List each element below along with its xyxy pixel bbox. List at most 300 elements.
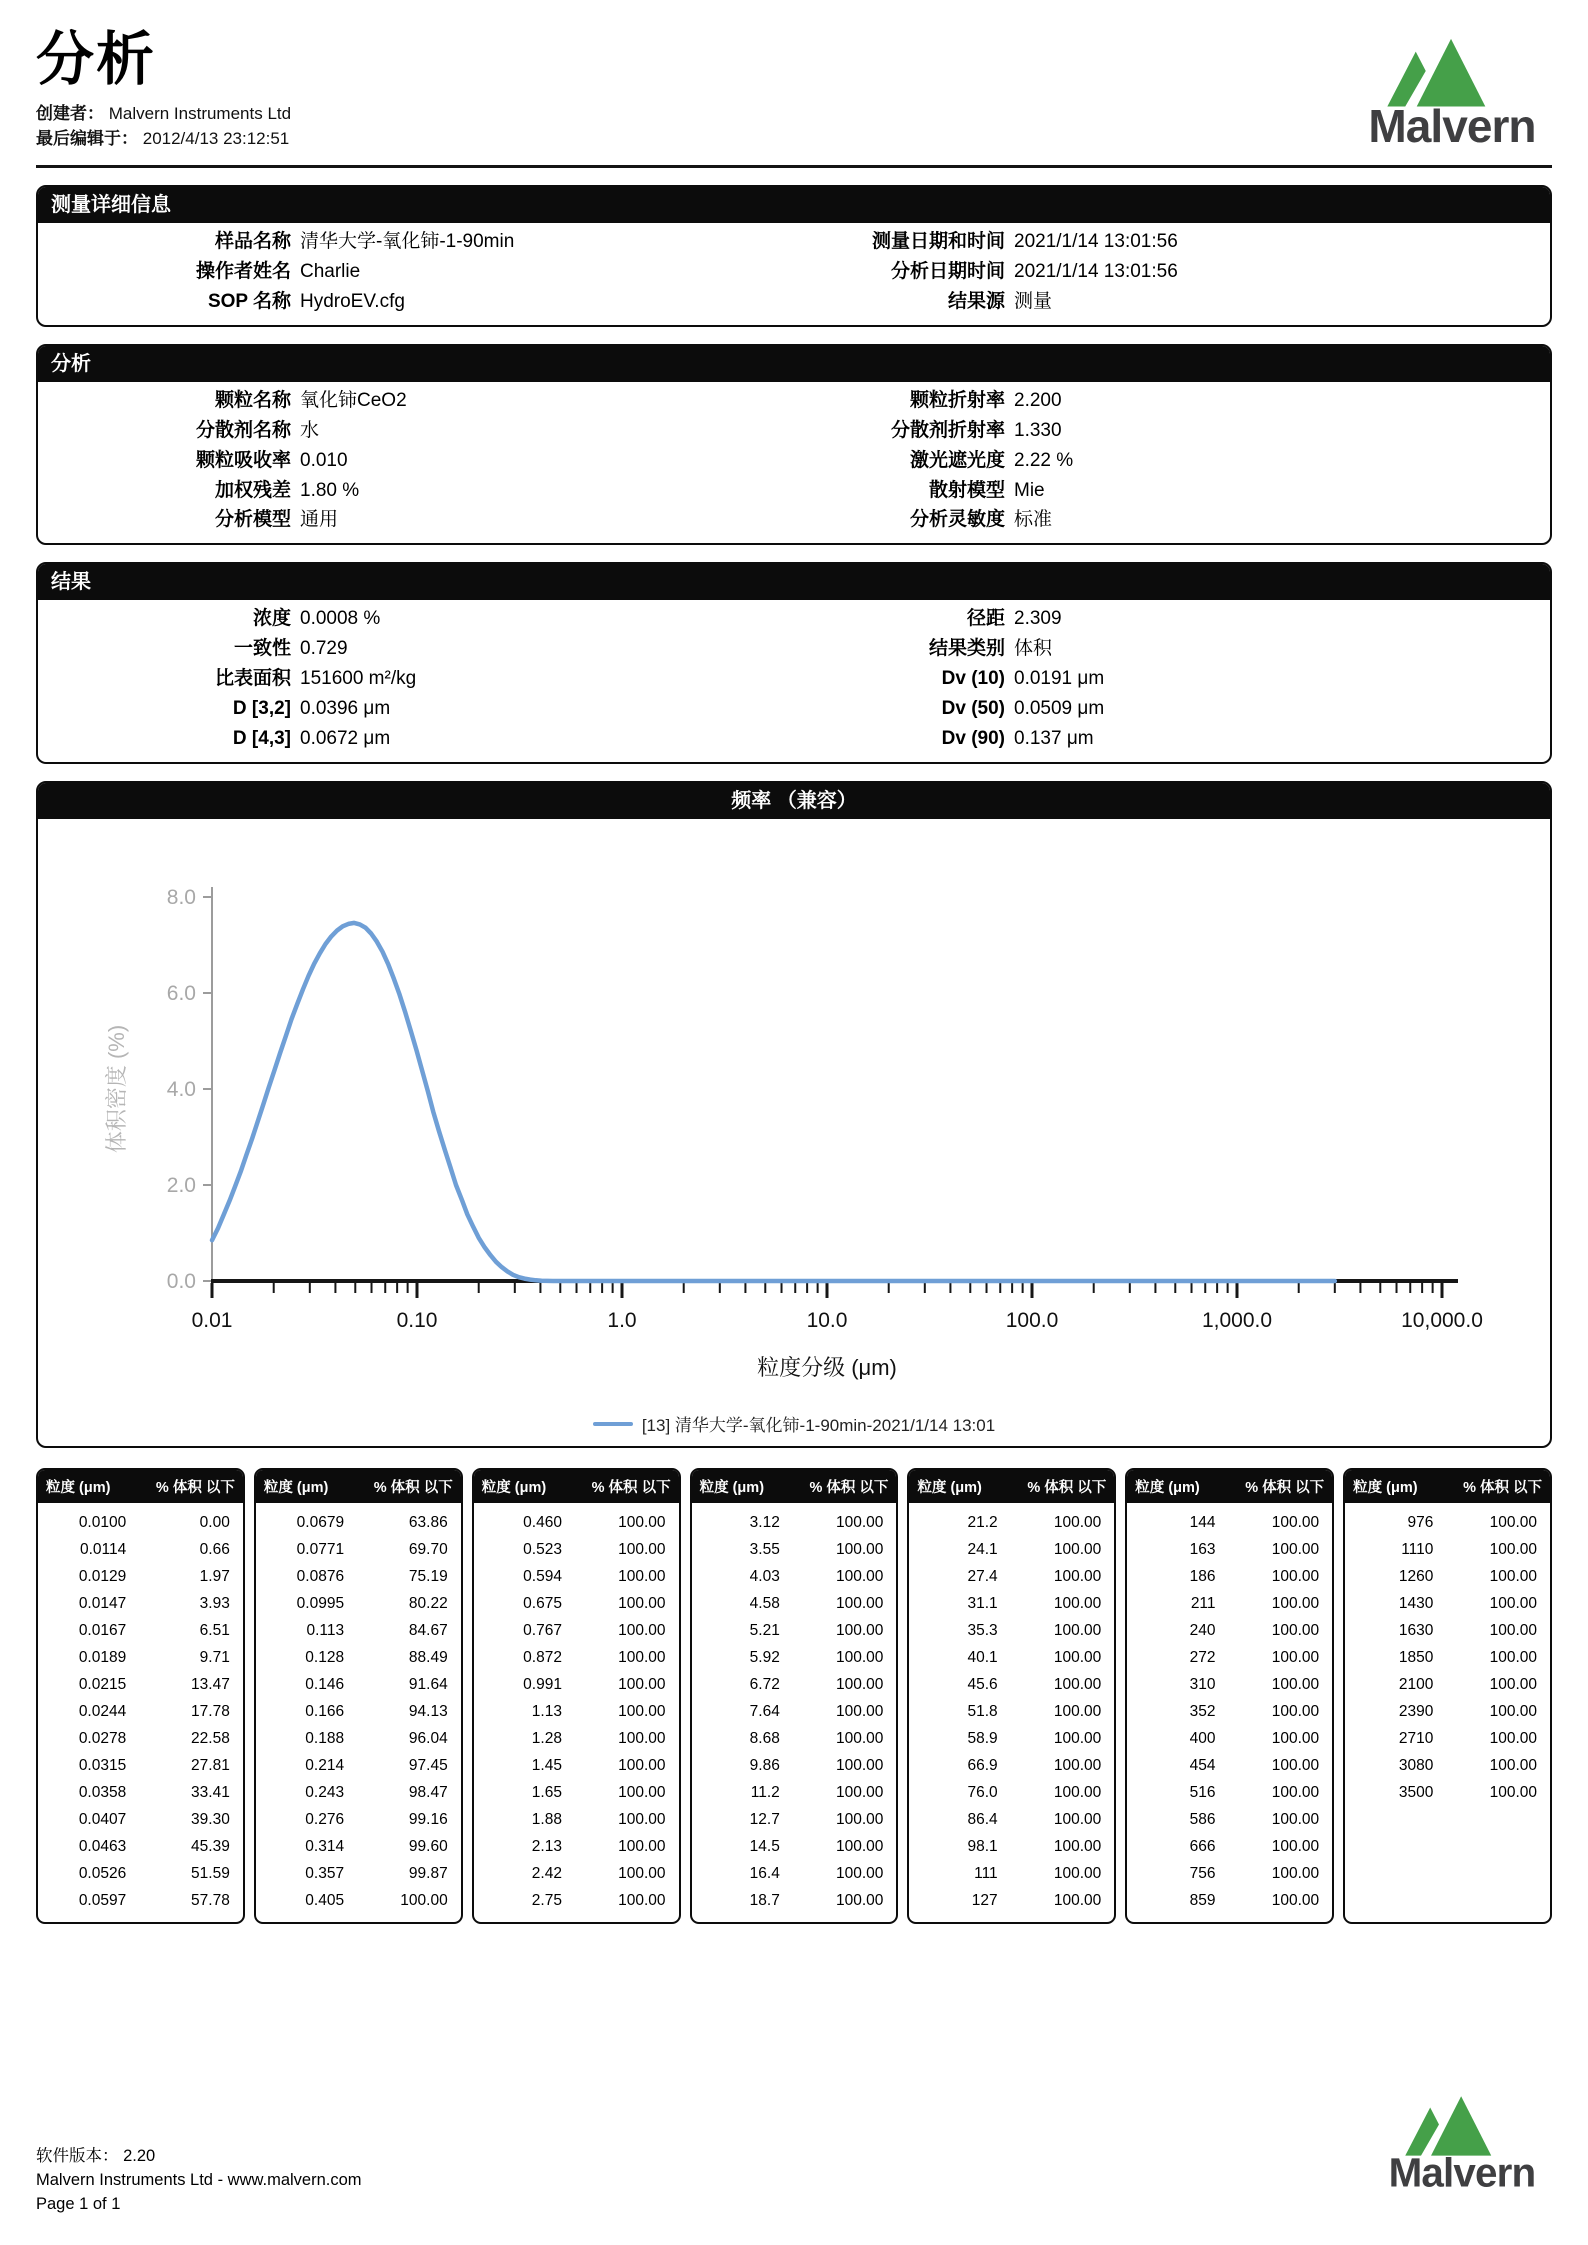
field-label: 样品名称	[214, 230, 291, 252]
table-cell-size: 51.8	[967, 1703, 998, 1721]
table-cell-size: 0.276	[305, 1811, 345, 1829]
table-cell-size: 0.0771	[296, 1541, 345, 1559]
table-cell-pct: 100.00	[836, 1649, 884, 1667]
field-value: 0.0396 μm	[300, 698, 391, 720]
malvern-logo	[1354, 34, 1550, 150]
creator-label: 创建者：	[36, 103, 104, 123]
table-cell-pct: 100.00	[1271, 1757, 1320, 1775]
table-cell-pct: 100.00	[1489, 1649, 1537, 1667]
table-cell-pct: 100.00	[618, 1514, 666, 1532]
legend-label: [13] 清华大学-氧化铈-1-90min-2021/1/14 13:01	[641, 1416, 996, 1436]
table-header-size: 粒度 (μm)	[917, 1480, 982, 1497]
table-cell-pct: 100.00	[618, 1568, 666, 1586]
field-pairs-left	[38, 232, 789, 312]
edited-label: 最后编辑于：	[36, 129, 138, 149]
table-header-pct: % 体积 以下	[155, 1480, 235, 1497]
field-value: 标准	[1014, 509, 1053, 531]
table-cell-pct: 100.00	[1271, 1649, 1320, 1667]
table-cell-size: 0.767	[523, 1622, 562, 1640]
section-analysis	[36, 344, 1552, 546]
table-cell-pct: 100.00	[836, 1541, 884, 1559]
field-value: Charlie	[300, 260, 361, 282]
table-header-size: 粒度 (μm)	[46, 1480, 111, 1497]
field-value: 通用	[300, 509, 339, 531]
table-column	[1125, 1468, 1334, 1924]
table-cell-size: 516	[1189, 1784, 1216, 1802]
y-tick-label: 8.0	[166, 886, 196, 910]
company-line: Malvern Instruments Ltd - www.malvern.com	[36, 2171, 362, 2190]
table-cell-pct: 99.60	[408, 1838, 448, 1856]
table-header-pct: % 体积 以下	[1027, 1480, 1107, 1497]
field-value: 1.330	[1014, 419, 1062, 441]
field-label: 径距	[966, 608, 1005, 630]
section-body	[38, 382, 1550, 544]
table-cell-size: 400	[1189, 1730, 1216, 1748]
field-label: 浓度	[252, 608, 291, 630]
table-cell-pct: 100.00	[1053, 1514, 1102, 1532]
table-cell-size: 0.523	[523, 1541, 562, 1559]
edited-value: 2012/4/13 23:12:51	[142, 129, 290, 149]
table-column-header	[909, 1470, 1114, 1503]
table-cell-size: 0.166	[305, 1703, 345, 1721]
table-cell-size: 40.1	[967, 1649, 998, 1667]
table-cell-pct: 100.00	[836, 1676, 884, 1694]
table-cell-size: 5.92	[749, 1649, 780, 1667]
table-cell-size: 4.03	[749, 1568, 780, 1586]
table-cell-size: 66.9	[967, 1757, 998, 1775]
table-cell-pct: 100.00	[1489, 1568, 1537, 1586]
table-cell-size: 1.45	[531, 1757, 562, 1775]
table-cell-size: 6.72	[749, 1676, 780, 1694]
table-header-pct: % 体积 以下	[809, 1480, 889, 1497]
section-title: 结果	[38, 564, 1550, 600]
table-column-header	[1345, 1470, 1550, 1503]
table-cell-size: 1.28	[531, 1730, 562, 1748]
table-cell-pct: 1.97	[199, 1568, 230, 1586]
table-cell-size: 0.0147	[78, 1595, 127, 1613]
field-value: 0.729	[300, 638, 348, 660]
table-cell-pct: 0.00	[199, 1514, 230, 1532]
table-cell-size: 2.42	[531, 1865, 562, 1883]
field-value: 清华大学-氧化铈-1-90min	[300, 230, 515, 252]
table-cell-size: 4.58	[749, 1595, 780, 1613]
table-cell-pct: 13.47	[191, 1676, 230, 1694]
table-cell-size: 16.4	[749, 1865, 780, 1883]
table-cell-size: 8.68	[749, 1730, 780, 1748]
table-cell-size: 859	[1189, 1892, 1216, 1910]
field-pairs-left	[38, 609, 789, 749]
x-tick-label: 0.10	[396, 1309, 438, 1333]
table-cell-size: 0.243	[305, 1784, 345, 1802]
y-tick-label: 0.0	[166, 1270, 196, 1294]
field-label: Dv (10)	[941, 668, 1005, 690]
table-cell-pct: 100.00	[836, 1784, 884, 1802]
table-cell-size: 976	[1407, 1514, 1434, 1532]
table-cell-size: 86.4	[967, 1811, 998, 1829]
table-cell-pct: 45.39	[191, 1838, 230, 1856]
table-cell-pct: 100.00	[1489, 1676, 1537, 1694]
chart-legend	[38, 1411, 1550, 1436]
table-cell-size: 12.7	[749, 1811, 780, 1829]
y-axis-title: 体积密度 (%)	[104, 1024, 129, 1154]
field-label: SOP 名称	[207, 290, 291, 312]
field-label: 测量日期和时间	[871, 230, 1005, 252]
table-column	[254, 1468, 463, 1924]
table-cell-pct: 100.00	[836, 1865, 884, 1883]
table-cell-pct: 100.00	[1053, 1892, 1102, 1910]
table-cell-size: 310	[1189, 1676, 1216, 1694]
field-value: 2.200	[1014, 389, 1062, 411]
table-cell-pct: 100.00	[1489, 1541, 1537, 1559]
table-cell-pct: 100.00	[836, 1811, 884, 1829]
x-tick-label: 100.0	[1005, 1309, 1059, 1333]
table-cell-size: 1.88	[531, 1811, 562, 1829]
table-cell-size: 3.55	[749, 1541, 780, 1559]
table-cell-pct: 84.67	[408, 1622, 448, 1640]
software-version: 软件版本： 2.20	[36, 2147, 156, 2166]
table-cell-pct: 3.93	[199, 1595, 230, 1613]
field-value: 0.010	[300, 449, 348, 471]
table-cell-size: 0.0679	[296, 1514, 345, 1532]
table-cell-pct: 100.00	[618, 1541, 666, 1559]
table-cell-size: 0.0597	[78, 1892, 127, 1910]
table-cell-size: 0.872	[523, 1649, 562, 1667]
field-label: 分析日期时间	[890, 260, 1005, 282]
table-cell-pct: 100.00	[1053, 1649, 1102, 1667]
field-label: 散射模型	[928, 479, 1005, 501]
y-tick-label: 4.0	[166, 1078, 196, 1102]
field-label: 分散剂名称	[195, 419, 291, 441]
field-label: 操作者姓名	[195, 260, 291, 282]
table-cell-pct: 100.00	[1489, 1730, 1537, 1748]
table-cell-size: 58.9	[967, 1730, 998, 1748]
table-cell-size: 0.0114	[79, 1541, 127, 1559]
table-cell-size: 0.0129	[78, 1568, 127, 1586]
report-header	[36, 0, 1552, 152]
section-body	[38, 223, 1550, 325]
table-cell-pct: 100.00	[1053, 1730, 1102, 1748]
table-cell-pct: 0.66	[199, 1541, 230, 1559]
table-cell-pct: 69.70	[408, 1541, 448, 1559]
table-cell-size: 666	[1189, 1838, 1216, 1856]
table-cell-size: 0.991	[523, 1676, 562, 1694]
table-cell-pct: 100.00	[1489, 1595, 1537, 1613]
table-cell-pct: 100.00	[1271, 1622, 1320, 1640]
field-value: 氧化铈CeO2	[300, 389, 407, 411]
table-cell-size: 1850	[1398, 1649, 1434, 1667]
table-cell-size: 1430	[1398, 1595, 1434, 1613]
table-cell-size: 0.0995	[296, 1595, 345, 1613]
table-cell-pct: 100.00	[1489, 1784, 1537, 1802]
table-column	[690, 1468, 899, 1924]
field-label: 分析模型	[214, 509, 291, 531]
section-body	[38, 600, 1550, 762]
table-cell-size: 21.2	[967, 1514, 998, 1532]
field-label: 结果类别	[928, 638, 1005, 660]
table-cell-size: 0.0463	[78, 1838, 127, 1856]
table-cell-pct: 63.86	[408, 1514, 448, 1532]
field-pairs-right	[789, 391, 1540, 531]
field-value: 0.0191 μm	[1014, 668, 1105, 690]
table-cell-size: 3.12	[749, 1514, 780, 1532]
table-column	[472, 1468, 681, 1924]
table-cell-size: 0.0189	[78, 1649, 127, 1667]
table-cell-pct: 100.00	[836, 1838, 884, 1856]
table-cell-pct: 33.41	[191, 1784, 230, 1802]
frequency-chart	[38, 819, 1549, 1404]
table-column-header	[1127, 1470, 1332, 1503]
table-cell-pct: 96.04	[408, 1730, 448, 1748]
table-cell-pct: 27.81	[191, 1757, 230, 1775]
table-header-size: 粒度 (μm)	[1353, 1480, 1418, 1497]
table-cell-pct: 100.00	[1053, 1865, 1102, 1883]
field-label: 比表面积	[214, 668, 291, 690]
table-header-pct: % 体积 以下	[1463, 1480, 1543, 1497]
table-column-body	[1127, 1503, 1332, 1922]
table-cell-pct: 22.58	[191, 1730, 230, 1748]
table-cell-size: 0.594	[523, 1568, 562, 1586]
field-label: D [4,3]	[232, 728, 291, 750]
table-cell-pct: 6.51	[199, 1622, 230, 1640]
field-label: 分析灵敏度	[909, 509, 1005, 531]
table-cell-pct: 100.00	[1271, 1595, 1320, 1613]
table-cell-size: 3080	[1398, 1757, 1434, 1775]
table-cell-size: 186	[1189, 1568, 1216, 1586]
table-header-size: 粒度 (μm)	[263, 1480, 329, 1497]
table-column-body	[256, 1503, 461, 1922]
table-cell-size: 0.113	[306, 1622, 345, 1640]
table-cell-size: 98.1	[967, 1838, 998, 1856]
table-cell-pct: 100.00	[1271, 1838, 1320, 1856]
table-cell-pct: 100.00	[1053, 1622, 1102, 1640]
field-value: 1.80 %	[300, 479, 360, 501]
table-cell-size: 1110	[1401, 1541, 1434, 1559]
table-cell-pct: 100.00	[618, 1595, 666, 1613]
table-cell-pct: 100.00	[1271, 1811, 1320, 1829]
field-value: 2021/1/14 13:01:56	[1014, 260, 1178, 282]
table-cell-pct: 100.00	[1053, 1838, 1102, 1856]
field-label: 分散剂折射率	[890, 419, 1005, 441]
field-pairs-right	[789, 609, 1540, 749]
table-cell-pct: 91.64	[408, 1676, 448, 1694]
table-cell-pct: 97.45	[408, 1757, 448, 1775]
table-header-size: 粒度 (μm)	[481, 1480, 547, 1497]
table-cell-size: 0.675	[523, 1595, 562, 1613]
table-cell-pct: 17.78	[191, 1703, 230, 1721]
creator-line	[36, 101, 1552, 152]
table-cell-pct: 100.00	[618, 1838, 666, 1856]
table-cell-size: 586	[1189, 1811, 1216, 1829]
table-cell-pct: 100.00	[1053, 1676, 1102, 1694]
table-cell-pct: 100.00	[618, 1757, 666, 1775]
logo-wordmark: Malvern	[1388, 2149, 1536, 2193]
table-cell-size: 0.0526	[78, 1865, 127, 1883]
field-value: 151600 m²/kg	[300, 668, 417, 690]
table-cell-size: 0.0167	[78, 1622, 127, 1640]
frequency-curve	[212, 923, 1335, 1281]
table-cell-pct: 94.13	[408, 1703, 448, 1721]
field-label: Dv (50)	[941, 698, 1005, 720]
table-column	[36, 1468, 245, 1924]
table-cell-size: 0.0100	[78, 1514, 127, 1532]
field-label: 激光遮光度	[909, 449, 1005, 471]
field-label: 颗粒折射率	[909, 389, 1005, 411]
x-tick-label: 10,000.0	[1401, 1309, 1483, 1333]
creator-value: Malvern Instruments Ltd	[108, 103, 292, 123]
table-column-body	[474, 1503, 679, 1922]
field-label: 一致性	[233, 638, 291, 660]
field-value: 2021/1/14 13:01:56	[1014, 230, 1178, 252]
table-header-size: 粒度 (μm)	[699, 1480, 765, 1497]
table-cell-pct: 100.00	[1053, 1541, 1102, 1559]
table-cell-pct: 100.00	[1271, 1568, 1320, 1586]
table-column	[907, 1468, 1116, 1924]
table-cell-pct: 100.00	[1271, 1676, 1320, 1694]
table-cell-size: 11.2	[750, 1784, 780, 1802]
table-cell-size: 0.0244	[78, 1703, 127, 1721]
table-cell-size: 2.13	[531, 1838, 562, 1856]
table-cell-size: 9.86	[749, 1757, 780, 1775]
section-title: 分析	[38, 346, 1550, 382]
table-cell-size: 0.357	[305, 1865, 345, 1883]
table-cell-pct: 99.87	[408, 1865, 448, 1883]
table-cell-pct: 9.71	[199, 1649, 230, 1667]
field-label: 颗粒吸收率	[195, 449, 291, 471]
table-cell-pct: 100.00	[1489, 1622, 1537, 1640]
table-cell-pct: 100.00	[618, 1865, 666, 1883]
field-value: 2.309	[1014, 608, 1062, 630]
table-cell-size: 2710	[1398, 1730, 1434, 1748]
table-cell-pct: 39.30	[191, 1811, 230, 1829]
field-value: 2.22 %	[1014, 449, 1074, 471]
table-cell-size: 211	[1190, 1595, 1216, 1613]
table-cell-size: 35.3	[967, 1622, 998, 1640]
section-result	[36, 562, 1552, 764]
table-cell-pct: 100.00	[1489, 1703, 1537, 1721]
size-table	[36, 1468, 1552, 1924]
table-cell-pct: 100.00	[1271, 1514, 1320, 1532]
table-header-pct: % 体积 以下	[591, 1480, 671, 1497]
page-number: Page 1 of 1	[36, 2195, 121, 2214]
field-value: Mie	[1014, 479, 1045, 501]
table-cell-size: 0.405	[305, 1892, 345, 1910]
table-header-pct: % 体积 以下	[373, 1480, 453, 1497]
table-cell-pct: 75.19	[408, 1568, 448, 1586]
table-cell-size: 2.75	[531, 1892, 562, 1910]
field-label: D [3,2]	[232, 698, 291, 720]
table-cell-size: 18.7	[749, 1892, 780, 1910]
table-cell-size: 7.64	[749, 1703, 780, 1721]
table-cell-size: 24.1	[967, 1541, 998, 1559]
table-cell-size: 756	[1189, 1865, 1216, 1883]
table-cell-pct: 100.00	[1271, 1730, 1320, 1748]
table-cell-pct: 100.00	[1053, 1595, 1102, 1613]
table-column-body	[909, 1503, 1114, 1922]
table-cell-size: 163	[1189, 1541, 1216, 1559]
field-value: 测量	[1014, 290, 1053, 312]
table-cell-pct: 100.00	[618, 1676, 666, 1694]
table-cell-pct: 100.00	[618, 1649, 666, 1667]
table-header-pct: % 体积 以下	[1245, 1480, 1325, 1497]
table-cell-pct: 100.00	[1053, 1757, 1102, 1775]
table-cell-pct: 57.78	[191, 1892, 230, 1910]
malvern-logo	[1376, 2092, 1548, 2193]
table-cell-size: 454	[1189, 1757, 1216, 1775]
table-cell-size: 111	[974, 1865, 998, 1883]
table-cell-pct: 100.00	[1053, 1811, 1102, 1829]
table-cell-pct: 100.00	[1271, 1703, 1320, 1721]
table-column-body	[1345, 1503, 1550, 1814]
table-cell-pct: 100.00	[836, 1514, 884, 1532]
table-cell-size: 0.0407	[78, 1811, 127, 1829]
table-cell-pct: 100.00	[618, 1784, 666, 1802]
table-cell-size: 0.0358	[78, 1784, 127, 1802]
legend-line-swatch	[593, 1422, 633, 1426]
table-cell-size: 0.314	[305, 1838, 345, 1856]
table-cell-size: 0.128	[305, 1649, 345, 1667]
field-value: 0.0509 μm	[1014, 698, 1105, 720]
table-cell-size: 144	[1189, 1514, 1216, 1532]
table-cell-pct: 100.00	[836, 1730, 884, 1748]
y-tick-label: 6.0	[166, 982, 196, 1006]
table-cell-pct: 100.00	[618, 1811, 666, 1829]
table-cell-pct: 100.00	[836, 1757, 884, 1775]
table-cell-size: 0.0278	[78, 1730, 127, 1748]
field-label: Dv (90)	[941, 728, 1005, 750]
table-cell-pct: 100.00	[618, 1703, 666, 1721]
table-cell-size: 0.188	[305, 1730, 345, 1748]
page-title: 分析	[36, 27, 157, 92]
table-cell-pct: 100.00	[1053, 1568, 1102, 1586]
field-value: 0.0008 %	[300, 608, 381, 630]
table-cell-size: 76.0	[967, 1784, 998, 1802]
table-cell-size: 1630	[1398, 1622, 1434, 1640]
table-cell-size: 1.65	[531, 1784, 562, 1802]
table-cell-pct: 100.00	[400, 1892, 448, 1910]
table-cell-size: 352	[1189, 1703, 1216, 1721]
table-cell-pct: 100.00	[1271, 1784, 1320, 1802]
table-cell-size: 45.6	[967, 1676, 998, 1694]
chart-title: 频率 （兼容）	[38, 783, 1550, 819]
field-label: 颗粒名称	[214, 389, 291, 411]
table-column-body	[38, 1503, 243, 1922]
header-divider	[36, 165, 1552, 168]
table-cell-size: 14.5	[749, 1838, 780, 1856]
table-cell-pct: 100.00	[1271, 1865, 1320, 1883]
section-frequency-chart	[36, 781, 1552, 1448]
section-measurement-details	[36, 185, 1552, 327]
table-cell-size: 240	[1189, 1622, 1216, 1640]
table-cell-size: 0.0315	[78, 1757, 127, 1775]
table-cell-pct: 100.00	[618, 1730, 666, 1748]
field-value: 水	[300, 419, 320, 441]
table-cell-size: 0.0876	[296, 1568, 345, 1586]
x-tick-label: 1.0	[607, 1309, 637, 1333]
x-axis-title: 粒度分级 (μm)	[757, 1355, 897, 1381]
table-cell-pct: 88.49	[408, 1649, 448, 1667]
table-cell-pct: 51.59	[191, 1865, 230, 1883]
table-cell-pct: 100.00	[836, 1568, 884, 1586]
field-value: 体积	[1014, 638, 1053, 660]
table-cell-pct: 100.00	[836, 1892, 884, 1910]
table-column	[1343, 1468, 1552, 1924]
x-tick-label: 0.01	[191, 1309, 233, 1333]
y-tick-label: 2.0	[166, 1174, 196, 1198]
table-header-size: 粒度 (μm)	[1135, 1480, 1200, 1497]
table-cell-pct: 99.16	[408, 1811, 448, 1829]
field-pairs-left	[38, 391, 789, 531]
table-cell-size: 31.1	[967, 1595, 998, 1613]
